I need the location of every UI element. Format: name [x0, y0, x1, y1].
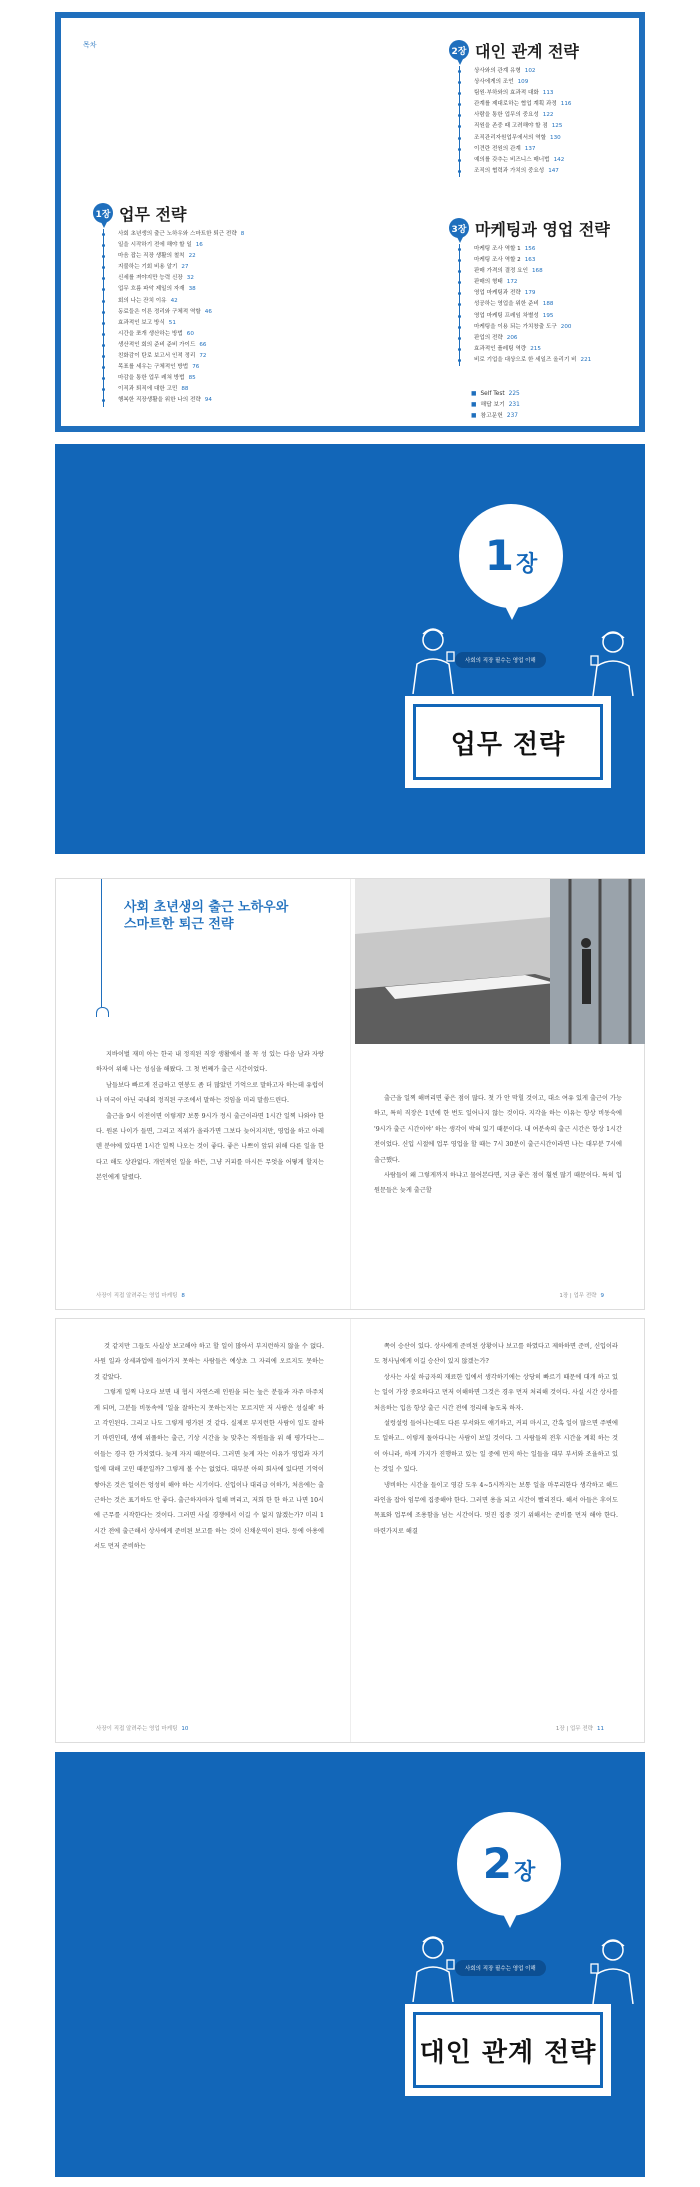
chapter-1-title-banner: 업무 전략 — [450, 729, 566, 760]
toc-item-label: 친화감이 탄로 보고서 인적 정리 — [118, 353, 196, 360]
chapter-1-number: 1 — [484, 531, 514, 580]
person-right-icon — [583, 626, 643, 696]
toc-item — [104, 284, 244, 295]
toc-item-label: 마감을 통한 업무 레쳐 방법 — [118, 375, 185, 382]
toc-item-page: 60 — [186, 330, 194, 337]
body-paragraph: 상사는 사실 하급자의 재료한 입에서 생각하기에는 상당히 빠르기 때문에 대개 하고 있는 일이 가장 중요하다고 먼저 이해하면 그것은 경우 먼저 처리해 것이다. 사실 시간 상사를 처음하는 입음 항상 출근 시간 전에 정리해 놓도록 하자. — [374, 1373, 618, 1412]
toc-item — [460, 77, 571, 88]
toc-item — [104, 395, 244, 406]
toc-item — [460, 155, 571, 166]
toc-item — [104, 362, 244, 373]
toc-item-label: 사회 초년생의 출근 노하우와 스마트한 퇴근 전략 — [118, 231, 237, 237]
chapter-3-list — [459, 244, 591, 366]
toc-item-label: 이견란 전원의 관계 — [474, 145, 521, 152]
toc-item-label: 효과적인 플레팅 역량 — [474, 345, 527, 352]
toc-item-page: 125 — [551, 123, 563, 130]
page-number-left: 10 — [181, 1726, 189, 1732]
toc-item-page: 156 — [524, 246, 536, 252]
chapter-2-cover — [55, 1752, 645, 2177]
toc-item-label: 목표를 세우는 구체적인 방법 — [118, 364, 189, 371]
body-paragraph: 사람들이 왜 그렇게까지 하냐고 물어본다면, 지금 좋은 점이 훨씬 많기 때문이다. 특히 입원문들은 늦게 출근할 — [374, 1172, 622, 1195]
toc-item-label: 참고문헌 — [480, 413, 503, 419]
toc-item — [104, 273, 244, 284]
chapter-1-circle — [459, 504, 563, 608]
toc-item-page: 122 — [542, 112, 554, 119]
toc-item — [104, 351, 244, 362]
toc-item-page: 88 — [181, 386, 189, 393]
toc-item — [460, 133, 571, 144]
chapter-1-cover — [55, 444, 645, 854]
toc-item-page: 195 — [542, 312, 554, 319]
toc-item-label: 예의를 갖추는 비즈니스 매너법 — [474, 156, 550, 163]
footer-right: 1장 | 업무 전략 11 — [555, 1726, 604, 1732]
toc-item — [471, 400, 520, 411]
page-number-right: 9 — [600, 1293, 604, 1299]
body-paragraph: 그렇게 일찍 나오다 보면 내 협시 자연스레 인원을 되는 높은 분들과 자주 마주치게 되며, 그분들 비동속에 '일을 잘하는지 못하는지는 모르지만 저 사람은 성실해' 하고 각인된다. 그리고 나도 그렇게 평가된 것 같다. 실제로 부지런한 사람이 일도 잘하기 마련인데, 생에 위풀하는 출근, 기상 시간을 늦 맞추는 직원들을 위 해 평가다는... 이들는 경극 한 가치였다. 늦게 자지 때문이다. 그러면 늦게 자는 이유가 영업과 자기 일에 대해 고민 때문일까? 그렇게 볼 수는 없었다. 대부분 아의 회사에 있다면 기억이 쌓아온 것은 일이든 엉성히 해야 하는 시기이다. 신입이나 대리급 이하가, 처음에는 출근하는 것은 표기하도 안 좋다. 출근하자마자 일해 버리고, 저희 한 한 하고 나면 10시에 근무를 시작한다는 것이다. 그러면 사실 경쟁에서 이길 수 없지 않겠는가? 미리 1시간 전에 출근해서 상사에게 준비된 보고를 하는 것이 신채운역이 된다. 등에 아용에서도 먼저 준비하는 — [94, 1389, 324, 1551]
toc-item-page: 215 — [530, 345, 541, 352]
footer-right: 1장 | 업무 전략 9 — [559, 1293, 604, 1299]
spread-page-10-11 — [55, 1318, 645, 1743]
toc-item-page: 130 — [550, 134, 561, 141]
person-left-icon — [403, 1932, 463, 2002]
section-title: 사회 초년생의 출근 노하우와 스마트한 퇴근 전략 — [124, 900, 289, 932]
toc-item-label: 시간을 쪼개 생산하는 방법 — [118, 330, 183, 337]
toc-item-page: 172 — [506, 279, 518, 286]
toc-item-page: 163 — [524, 257, 536, 264]
chapter-3-title: 마케팅과 영업 전략 — [475, 220, 610, 239]
toc-tag: 목차 — [83, 41, 97, 49]
spread1-right-text — [374, 1091, 622, 1199]
body-paragraph: 냉비하는 시간을 들이고 영감 도우 4~5시까지는 보통 일을 마무리한다 생각하고 해드라인을 잡아 임무에 집중해야 한다. 그러면 용을 되고 시간이 빨리진다. 해서 아들은 후이도 목표와 업무에 조용함을 넘는 시간이다. 멋진 집중 것기 위해서는 준비를 먼저 해야 한다. 마련가지로 해결 — [374, 1481, 618, 1535]
body-paragraph: 설렁설렁 들어나는데도 다른 부서와도 얘기하고, 커피 마시고, 간혹 일이 많으면 주변에도 일하고.. 이렇게 돌아다니는 사람이 보일 것이다. 그 사람들의 전후 시간을 계획 하는 것이 아니라, 하게 가지가 진행하고 있는 일 중에 먼저 하는 일들을 대부 부서와 조율하고 있는 것일 수 있다. — [374, 1420, 618, 1474]
office-photo — [355, 879, 645, 1044]
toc-item — [460, 166, 571, 177]
body-paragraph: 쪽이 승산이 있다. 상사에게 준비된 상황이나 보고를 하였다고 제하하면 준비, 신입이라도 청사님에게 이길 승산이 있지 않겠는가? — [374, 1343, 618, 1366]
page-number-right: 11 — [597, 1726, 604, 1732]
toc-item-label: 효과적인 보고 방식 — [118, 319, 165, 326]
toc-item-page: 168 — [531, 268, 543, 275]
bell-icon — [96, 1007, 109, 1017]
toc-item-page: 188 — [542, 301, 554, 308]
toc-item-label: 업무 흐름 파악 제일의 자재 — [118, 286, 185, 293]
toc-item-page: 72 — [199, 353, 207, 360]
toc-extras-list — [471, 389, 520, 422]
toc-item — [460, 311, 591, 322]
footer-left: 사장이 직접 알려주는 영업 마케팅 8 — [96, 1293, 185, 1299]
toc-item — [460, 255, 591, 266]
toc-item-page: 225 — [508, 391, 520, 397]
bullet-icon: ■ — [471, 413, 477, 419]
toc-item — [460, 277, 591, 288]
toc-item-page: 85 — [188, 375, 196, 382]
toc-item-page: 147 — [548, 167, 559, 174]
toc-item — [104, 340, 244, 351]
toc-item — [460, 344, 591, 355]
toc-item-page: 22 — [188, 253, 196, 260]
toc-item — [104, 373, 244, 384]
toc-item — [460, 322, 591, 333]
body-paragraph: 지바이벌 재미 아는 한국 내 정직된 직장 생활에서 볼 꼭 성 있는 다음 남과 자랑하자이 위해 나는 성심을 해왔다. 그 첫 번째가 출근 시간이었다. — [96, 1051, 324, 1074]
toc-item-label: 관계를 제대로하는 협업 계획 과정 — [474, 101, 557, 108]
bullet-icon: ■ — [471, 391, 477, 397]
toc-item-label: Self Test — [480, 391, 505, 397]
person-right-icon — [583, 1934, 643, 2004]
chapter-2-tagline: 사회의 직장 필수는 영업 이해 — [455, 1960, 546, 1976]
toc-item — [104, 329, 244, 340]
toc-item-label: 사람을 통한 업무의 중요성 — [474, 112, 539, 119]
toc-item-page: 102 — [524, 68, 536, 74]
toc-item-page: 16 — [195, 242, 203, 249]
toc-item-label: 조직의 협력과 가치의 중요성 — [474, 167, 545, 174]
spread-page-8-9 — [55, 878, 645, 1310]
toc-item-label: 이직과 퇴직에 대한 고민 — [118, 386, 178, 393]
toc-item — [460, 244, 591, 255]
section-rule — [101, 879, 102, 1007]
chapter-3-badge: 3장 — [449, 218, 469, 238]
toc-item-page: 179 — [524, 290, 536, 297]
toc-item-label: 판업의 전략 — [474, 334, 503, 341]
toc-item-page: 116 — [560, 101, 572, 108]
body-paragraph: 것 같지만 그들도 사실상 보고해야 하고 할 일이 많아서 부지런하지 않을 수 없다. 사원 일과 상세과업에 들어가지 못하는 사람들은 예상초 그 자리에 오르지도 못하는 것 같았다. — [94, 1343, 324, 1381]
toc-item-label: 마케팅 조사 역할 1 — [474, 246, 521, 252]
toc-item — [471, 389, 520, 400]
toc-item-page: 42 — [170, 297, 178, 304]
toc-item — [104, 307, 244, 318]
toc-item-page: 142 — [553, 156, 565, 163]
toc-item-page: 8 — [240, 231, 245, 237]
toc-item-label: 팀원·부하와의 효과적 대화 — [474, 90, 539, 97]
chapter-2-banner — [405, 2004, 611, 2096]
toc-item-label: 상사와의 관계 유형 — [474, 68, 521, 74]
toc-item-label: 영업 마케팅 프레임 차별성 — [474, 312, 539, 319]
spread2-left-text — [94, 1339, 324, 1555]
body-paragraph: 남들보다 빠르게 진급하고 연봉도 좀 더 많았던 기억으로 말하고자 하는데 유럽이나 미국이 아닌 국내의 정직된 구조에서 말하는 것임을 미리 말씀드린다. — [96, 1081, 324, 1105]
chapter-1-banner — [405, 696, 611, 788]
toc-item-label: 마케팅을 이용 되는 가치창출 도구 — [474, 323, 557, 330]
chapter-2-suffix: 장 — [513, 1859, 536, 1885]
toc-item — [460, 299, 591, 310]
toc-item — [104, 318, 244, 329]
toc-item — [460, 144, 571, 155]
toc-item — [460, 288, 591, 299]
toc-page — [55, 12, 645, 432]
toc-item-label: 마케팅 조사 역할 2 — [474, 257, 521, 264]
toc-item — [104, 229, 244, 240]
toc-item-page: 237 — [506, 413, 518, 419]
page-number-left: 8 — [181, 1293, 185, 1299]
toc-item-label: 신세를 져야지만 능력 신장 — [118, 275, 183, 282]
toc-item — [460, 355, 591, 366]
chapter-2-number: 2 — [482, 1839, 512, 1888]
toc-item-page: 109 — [517, 79, 529, 86]
toc-item-label: 생산적인 회의 준비 준비 가이드 — [118, 341, 196, 348]
toc-item — [104, 262, 244, 273]
toc-item-page: 231 — [508, 402, 520, 408]
toc-item — [460, 121, 571, 132]
toc-item-page: 66 — [199, 341, 207, 348]
chapter-1-tagline: 사회의 직장 필수는 영업 이해 — [455, 652, 546, 668]
toc-item — [104, 384, 244, 395]
toc-item-page: 94 — [204, 397, 212, 404]
toc-item — [104, 296, 244, 307]
toc-item-page: 76 — [192, 364, 200, 371]
toc-item-page: 32 — [186, 275, 194, 282]
toc-item-label: 회의 나는 잔치 이유 — [118, 297, 167, 304]
toc-item-label: 영업 마케팅과 전략 — [474, 290, 521, 297]
chapter-2-circle — [457, 1812, 561, 1916]
toc-item — [460, 266, 591, 277]
chapter-1-badge: 1장 — [93, 203, 113, 223]
body-paragraph: 출근을 일찍 해버리면 좋은 점이 많다. 첫 가 안 막힐 것이고, 대소 여유 있게 출근이 가능하고, 특히 직장은 1년에 한 번도 일어나지 않는 것이다. 지각을 하는 이유는 항상 비동숙에 '9시가 출근 시간이야' 하는 생각이 박혀 있기 때문이다. 내 여분속의 출근 시간은 항상 1시간 전이었다. 신입 시절에 업무 영업을 할 때는 7시 30분이 출근시간이라면 나는 대부분 7시에 출근했다. — [374, 1095, 623, 1164]
toc-item — [460, 110, 571, 121]
bullet-icon: ■ — [471, 402, 477, 408]
toc-item-page: 221 — [580, 356, 592, 363]
person-left-icon — [403, 624, 463, 694]
footer-left: 사장이 직접 알려주는 영업 마케팅 10 — [96, 1726, 189, 1732]
spread1-left-text — [96, 1047, 324, 1186]
toc-item-page: 137 — [524, 145, 536, 152]
chapter-1-list — [103, 229, 244, 407]
toc-item-label: 해답 보기 — [480, 402, 505, 408]
toc-item-page: 51 — [168, 319, 176, 326]
toc-item-label: 직원을 존중 때 고려해야 할 점 — [474, 123, 548, 130]
chapter-1-title: 업무 전략 — [119, 205, 187, 224]
toc-item-page: 38 — [188, 286, 196, 293]
toc-item — [104, 251, 244, 262]
toc-item-label: 상사에게의 조언 — [474, 79, 514, 86]
toc-item-label: 판매 가격의 결정 요인 — [474, 268, 528, 275]
chapter-2-list — [459, 66, 571, 177]
toc-item — [460, 66, 571, 77]
toc-item — [471, 411, 520, 422]
toc-item — [104, 240, 244, 251]
toc-item-label: 행복한 직장생활을 위한 나의 전략 — [118, 397, 201, 404]
spread2-right-text — [374, 1339, 618, 1539]
toc-item — [460, 88, 571, 99]
toc-item-page: 46 — [204, 308, 212, 315]
toc-item-label: 조직관리자원업무에서의 역할 — [474, 134, 547, 141]
toc-item-label: 성공하는 영업을 위한 준비 — [474, 301, 539, 308]
toc-item-label: 비로 기업을 대상으로 한 세일즈 올리기 비 — [474, 356, 577, 363]
chapter-2-badge: 2장 — [449, 40, 469, 60]
chapter-2-title-banner: 대인 관계 전략 — [419, 2037, 597, 2068]
toc-item — [460, 99, 571, 110]
body-paragraph: 출근을 9시 이전이면 이렇게? 보통 9시가 정시 출근이라면 1시간 일찍 나와야 한다. 원론 나이가 들면, 그리고 직위가 올라가면 그보다 늦어지지만, 영업을 하고 아레덴 분야에 있다면 1시간 일찍 나오는 것이 좋다. 좋은 나쁘이 앞뒤 위해 다른 일을 한다고 해도 상관없다. 개인적인 일을 하든, 그냥 커피를 마시든 무엇을 어떻게 할지는 본인에게 달렸다. — [96, 1112, 324, 1182]
chapter-1-suffix: 장 — [515, 551, 538, 577]
toc-item-label: 지불하는 기회 비용 알기 — [118, 264, 178, 271]
toc-item-page: 200 — [560, 323, 572, 330]
toc-item-label: 동료들은 이른 정리와 구체적 역할 — [118, 308, 201, 315]
toc-item-page: 27 — [181, 264, 189, 271]
toc-item-label: 판매의 형태 — [474, 279, 503, 286]
toc-item-label: 마음 잡는 직장 생활의 철칙 — [118, 253, 185, 260]
toc-item-page: 206 — [506, 334, 518, 341]
toc-item-label: 일을 시작하기 전에 해야 할 일 — [118, 242, 192, 249]
toc-item — [460, 333, 591, 344]
chapter-2-title: 대인 관계 전략 — [475, 42, 579, 61]
toc-item-page: 113 — [542, 90, 554, 97]
